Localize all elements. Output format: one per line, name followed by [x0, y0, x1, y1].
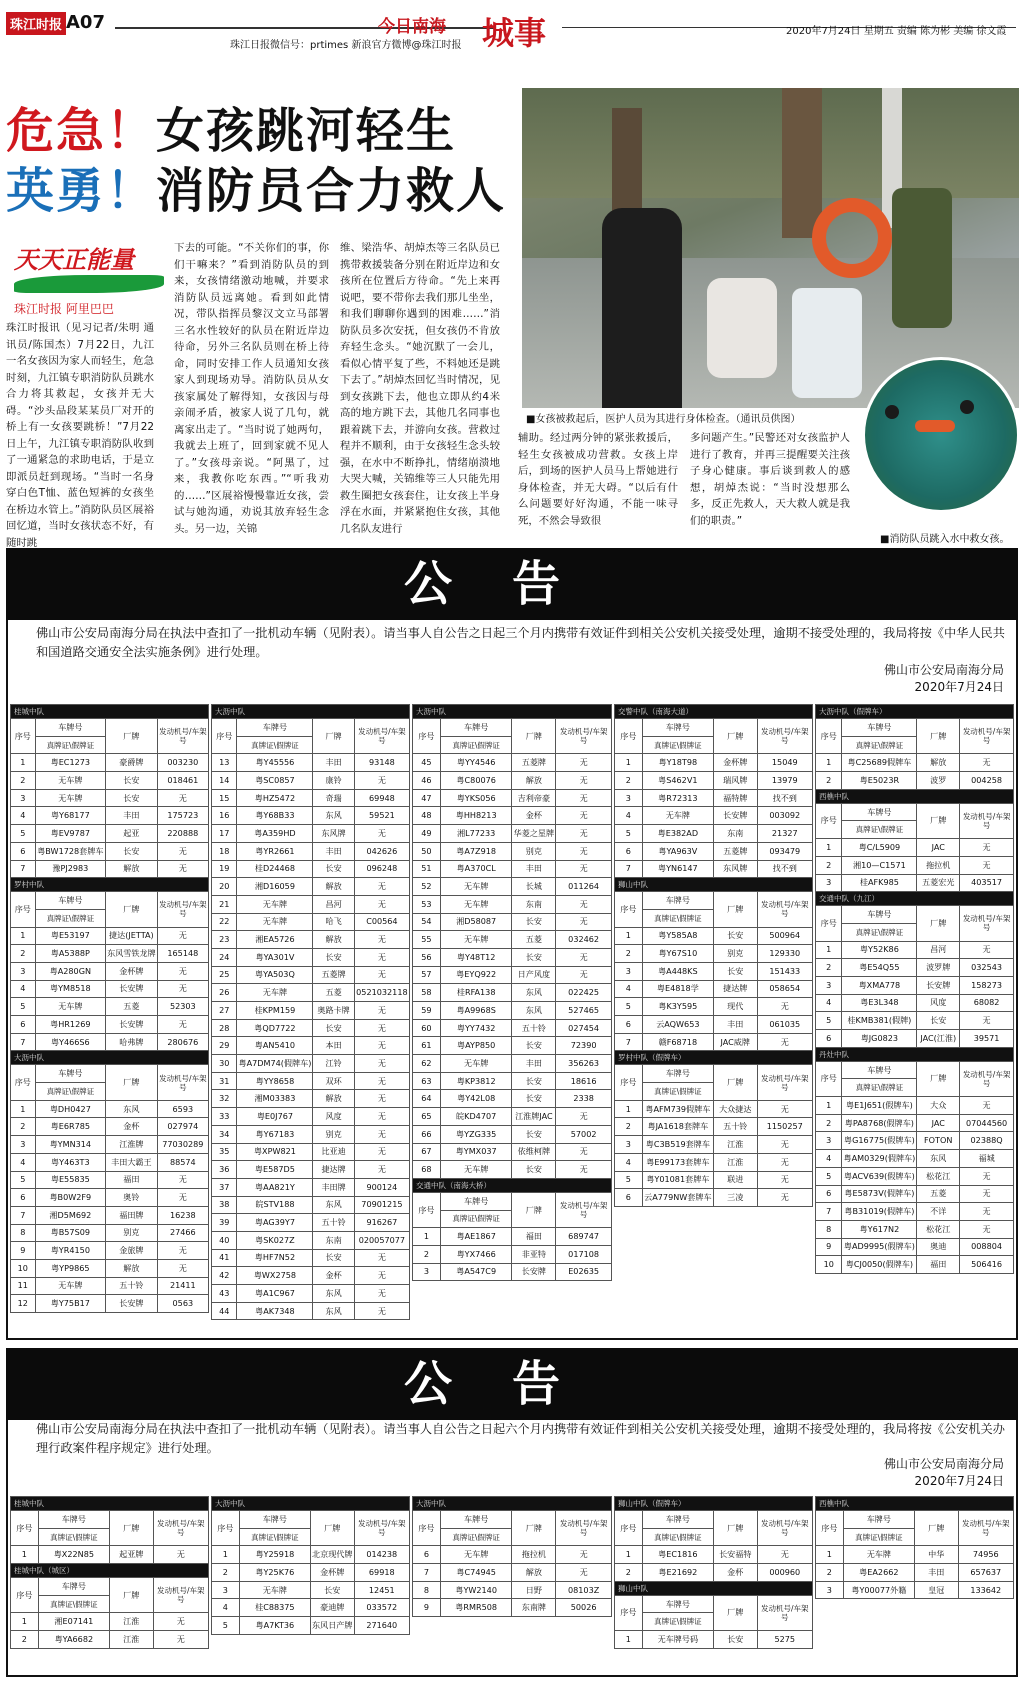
table-row: 47 粤YKS056 吉利帝豪 无	[413, 789, 612, 807]
table-row: 6 粤BW1728套牌车 长安 无	[11, 842, 209, 860]
table-row: 12 粤Y75B17 长安牌 0563	[11, 1295, 209, 1313]
table-section-title: 大沥中队	[413, 705, 612, 719]
table-row: 55 无车牌 五菱 032462	[413, 931, 612, 949]
page-number: A07	[66, 12, 105, 33]
notice-1-body: 佛山市公安局南海分局在执法中查扣了一批机动车辆（见附表）。请当事人自公告之日起三个月内携带有效证件到相关公安机关接受处理，逾期不接受处理的，我局将按《中华人民共和国道路交通安全法实施条例》进行处理。	[36, 626, 1005, 659]
table-row: 6 粤YA963V 五菱牌 093479	[615, 842, 813, 860]
table-row: 3 粤YMN314 江淮牌 77030289	[11, 1136, 209, 1154]
table-row: 2 粤E21692 金杯 000960	[615, 1564, 813, 1582]
table-row: 7 粤Y466S6 哈弗牌 280676	[11, 1033, 209, 1051]
table-row: 5 粤K3Y595 现代 无	[615, 998, 813, 1016]
table-row: 66 粤YZG335 长安 57002	[413, 1125, 612, 1143]
table-row: 18 粤YR2661 丰田 042626	[212, 842, 410, 860]
table-row: 1 粤X22N85 起亚牌 无	[11, 1546, 209, 1564]
table-row: 1 无车牌号码 长安 5275	[615, 1631, 813, 1649]
table-row: 8 粤B57S09 别克 27466	[11, 1224, 209, 1242]
table-row: 2 粤Y67S10 别克 129330	[615, 945, 813, 963]
table-row: 3 粤Y00077外籍 皇冠 133642	[816, 1581, 1014, 1599]
table-section-title: 西樵中队	[816, 1497, 1014, 1511]
table-row: 7 豫PJ2983 解放 无	[11, 860, 209, 878]
table-row: 1 粤AE1867 福田 689747	[413, 1228, 612, 1246]
table-section-title: 桂城中队（城区）	[11, 1564, 209, 1578]
table-section-title: 丹灶中队	[816, 1047, 1014, 1061]
vehicle-table: 交警中队（南海大道） 序号 车牌号 厂牌 发动机号/车架号 真牌证\假牌证 1 粤Y18T98 金杯牌 15049 2 粤S462V1 瑞风牌 13979 3 粤R72313 福特牌 找不到 4 无车牌 长安牌 003092 5 粤E382AD 东南 21327 6 粤YA963V 五菱牌 093479 7 粤YN6147 东风牌 找不到 狮山中队 序号 车牌号 厂牌 发动机号/车架号 真牌证\假牌证 1 粤Y585A8 长安 500964 2 粤Y67S10 别克 129330 3 粤A448KS 长安 151433 4 粤E4818学 捷达牌 058654 5 粤K3Y595 现代 无 6 云AQW653 丰田 061035 7 赣F68718 JAC威牌 无 罗村中队（假牌车） 序号 车牌号 厂牌 发动机号/车架号 真牌证\假牌证 1 粤AFM739假牌车 大众捷达 无 2 粤JA1618套牌车 五十铃 1150257 3 粤C3B519套牌车 江淮 无 4 粤E99173套牌车 江淮 无 5 粤Y01081套牌车 联进 无 6 云A779NW套牌车 三凌 无	[614, 704, 813, 1207]
table-row: 3 无车牌 长安 12451	[212, 1581, 410, 1599]
table-row: 28 粤QD7722 长安 无	[212, 1019, 410, 1037]
table-row: 16 粤Y68B33 东风 59521	[212, 807, 410, 825]
table-row: 3 桂AFK985 五菱宏光 403517	[816, 874, 1014, 892]
table-row: 5 桂KMB381(假牌) 长安 无	[816, 1012, 1014, 1030]
table-section-title: 大沥中队	[11, 1051, 209, 1065]
table-row: 2 粤JA1618套牌车 五十铃 1150257	[615, 1118, 813, 1136]
table-row: 25 粤YA503Q 五菱牌 无	[212, 966, 410, 984]
table-row: 6 云A779NW套牌车 三凌 无	[615, 1189, 813, 1207]
table-row: 58 桂RFA138 东风 022425	[413, 984, 612, 1002]
table-row: 24 粤YA301V 长安 无	[212, 948, 410, 966]
page-header	[0, 0, 1024, 50]
notice-2-title: 公告	[6, 1348, 1018, 1420]
table-row: 2 粤Y25K76 金杯牌 69918	[212, 1564, 410, 1582]
table-section-title: 狮山中队	[615, 878, 813, 892]
table-row: 29 粤AN5410 本田 无	[212, 1037, 410, 1055]
table-row: 6 云AQW653 丰田 061035	[615, 1016, 813, 1034]
vehicle-table: 大沥中队（假牌车） 序号 车牌号 厂牌 发动机号/车架号 真牌证\假牌证 1 粤C25689假牌车 解放 无 2 粤E5023R 波罗 004258 西樵中队 序号 车牌号 厂牌 发动机号/车架号 真牌证\假牌证 1 粤C/L5909 JAC 无 2 湘10—C1571 拖拉机 无 3 桂AFK985 五菱宏光 403517 交通中队（九江） 序号 车牌号 厂牌 发动机号/车架号 真牌证\假牌证 1 粤Y52K86 昌河 无 2 粤E54Q55 波罗牌 032543 3 粤XMA778 长安牌 158273 4 粤E3L348 风度 68082 5 桂KMB381(假牌) 长安 无 6 粤JG0823 JAC(江淮) 39571 丹灶中队 序号 车牌号 厂牌 发动机号/车架号 真牌证\假牌证 1 粤E1J651(假牌车) 大众 无 2 粤PA8768(假牌车) JAC 07044560 3 粤G16775(假牌车) FOTON 02388Q 4 粤AM0329(假牌车) 东风 福城 5 粤ACV639(假牌车) 松花江 无 6 粤E5873V(假牌车) 五菱 无 7 粤B31019(假牌车) 不详 无 8 粤Y617N2 松花江 无 9 粤AD9995(假牌车) 奥迪 008804 10 粤CJ0050(假牌车) 福田 506416	[815, 704, 1014, 1274]
article-column-1: 珠江时报讯（见习记者/朱明 通讯员/陈国杰）7月22日，九江一名女孩因为家人而轻生，危急时刻，九江镇专职消防队员跳水合力将其救起，女孩并无大碍。“沙头品段某某员厂对开的桥上有一女孩要跳桥！”7月22日上午，九江镇专职消防队收到了一通紧急的求助电话，于是立即派员赶到现场。“当时一名身穿白色T恤、蓝色短裤的女孩坐在桥边水管上。”消防队员区展裕回忆道，当时女孩状态不好，有随时跳	[6, 322, 154, 549]
table-row: 5 粤A7KT36 东风日产牌 271640	[212, 1617, 410, 1635]
table-row: 64 粤Y42L08 长安 2338	[413, 1090, 612, 1108]
table-row: 2 粤E54Q55 波罗牌 032543	[816, 959, 1014, 977]
table-row: 10 粤YP9865 解放 无	[11, 1259, 209, 1277]
table-row: 30 粤A7DM74(假牌车) 江铃 无	[212, 1055, 410, 1073]
table-row: 6 粤HR1269 长安牌 无	[11, 1016, 209, 1034]
table-row: 1 无车牌 中华 74956	[816, 1546, 1014, 1564]
table-row: 1 粤EC1816 长安福特 无	[615, 1546, 813, 1564]
table-row: 3 粤A547C9 长安牌 E02635	[413, 1263, 612, 1281]
table-row: 7 粤B31019(假牌车) 不详 无	[816, 1203, 1014, 1221]
table-row: 51 粤A370CL 丰田 无	[413, 860, 612, 878]
table-row: 15 粤HZ5472 奇瑞 69948	[212, 789, 410, 807]
table-row: 1 粤EC1273 豪爵牌 003230	[11, 754, 209, 772]
table-row: 21 无车牌 昌河 无	[212, 895, 410, 913]
table-row: 2 无车牌 长安 018461	[11, 772, 209, 790]
notice-1-signature: 佛山市公安局南海分局 2020年7月24日	[883, 663, 1004, 694]
table-row: 8 粤YW2140 日野 08103Z	[413, 1581, 612, 1599]
section-title: 城事	[482, 14, 547, 52]
table-section-title: 交警中队（南海大道）	[615, 705, 813, 719]
table-row: 4 无车牌 长安牌 003092	[615, 807, 813, 825]
table-row: 1 粤C25689假牌车 解放 无	[816, 754, 1014, 772]
article-column-2: 下去的可能。“不关你们的事，你们干嘛来？”看到消防队员的到来，女孩情绪激动地喊，并要求消防队员远离她。看到如此情况，带队指挥员黎汉文立马部署三名水性较好的队员在附近岸边待命，另外三名队员则在桥上待命，同时安排工作人员通知女孩家人到现场劝导。消防队员从女孩家属处了解得知，女孩因与母亲闹矛盾，被家人说了几句，就离家出走了。“当时说了她两句，我就去上班了，回到家就不见人了。”女孩母亲说。“阿黑了，过来，我教你吃东西。”“听我劝的……”区展裕慢慢靠近女孩，尝试与她沟通，劝说其放弃轻生念头。另一边，关锦	[174, 242, 329, 535]
table-row: 14 粤SC0857 康铃 无	[212, 772, 410, 790]
table-row: 40 粤SK027Z 东南 020057077	[212, 1231, 410, 1249]
table-row: 4 粤E99173套牌车 江淮 无	[615, 1153, 813, 1171]
vehicle-table: 大沥中队 序号 车牌号 厂牌 发动机号/车架号 真牌证\假牌证 13 粤Y45556 丰田 93148 14 粤SC0857 康铃 无 15 粤HZ5472 奇瑞 69948 16 粤Y68B33 东风 59521 17 粤A359HD 东风牌 无 18 粤YR2661 丰田 042626 19 桂D24468 长安 096248 20 湘D16059 解放 无 21 无车牌 昌河 无 22 无车牌 哈飞 C00564 23 湘EA5726 解放 无 24 粤YA301V 长安 无 25 粤YA503Q 五菱牌 无 26 无车牌 五菱 0521032118 27 桂KPM159 奥路卡牌 无 28 粤QD7722 长安 无 29 粤AN5410 本田 无 30 粤A7DM74(假牌车) 江铃 无 31 粤YY8658 双环 无 32 湘M03383 解放 无 33 粤E0J767 风度 无 34 粤Y67183 别克 无 35 粤XPW821 比亚迪 无 36 粤E587D5 捷达牌 无 37 粤AA821Y 丰田牌 900124 38 皖STV188 东风 70901215 39 粤AG39Y7 五十铃 916267 40 粤SK027Z 东南 020057077 41 粤HF7N52 长安 无 42 粤WX2758 金杯 无 43 粤A1C967 东风 无 44 粤AK7348 东风 无	[211, 704, 410, 1320]
photo-caption-1: ■女孩被救起后，医护人员为其进行身体检查。（通讯员供图）	[526, 414, 801, 425]
table-row: 20 湘D16059 解放 无	[212, 878, 410, 896]
section-label: 今日南海	[378, 17, 446, 37]
water-rescue-photo	[862, 357, 1020, 513]
table-row: 2 粤PA8768(假牌车) JAC 07044560	[816, 1114, 1014, 1132]
table-row: 5 无车牌 五菱 52303	[11, 998, 209, 1016]
table-row: 34 粤Y67183 别克 无	[212, 1125, 410, 1143]
table-section-title: 西樵中队	[816, 789, 1014, 803]
table-row: 1 粤Y585A8 长安 500964	[615, 927, 813, 945]
headline-2: 英勇！消防员合力救人	[6, 163, 507, 219]
table-section-title: 狮山中队（假牌车）	[615, 1497, 813, 1511]
table-row: 46 粤C80076 解放 无	[413, 772, 612, 790]
table-row: 3 粤C3B519套牌车 江淮 无	[615, 1136, 813, 1154]
vehicle-table: 西樵中队 序号 车牌号 厂牌 发动机号/车架号 真牌证\假牌证 1 无车牌 中华 74956 2 粤EA2662 丰田 657637 3 粤Y00077外籍 皇冠 133642	[815, 1496, 1014, 1599]
table-row: 2 粤YX7466 非亚特 017108	[413, 1245, 612, 1263]
photo-caption-2: ■消防队员跳入水中救女孩。	[880, 534, 1010, 545]
table-row: 10 粤CJ0050(假牌车) 福田 506416	[816, 1256, 1014, 1274]
sponsor-logo: 珠江时报 阿里巴巴	[14, 302, 114, 316]
vehicle-table: 狮山中队（假牌车） 序号 车牌号 厂牌 发动机号/车架号 真牌证\假牌证 1 粤EC1816 长安福特 无 2 粤E21692 金杯 000960 狮山中队 序号 车牌号 厂牌 发动机号/车架号 真牌证\假牌证 1 无车牌号码 长安 5275	[614, 1496, 813, 1649]
table-row: 1 湘E07141 江淮 无	[11, 1613, 209, 1631]
table-row: 67 粤YMX037 依维柯牌 无	[413, 1143, 612, 1161]
table-row: 31 粤YY8658 双环 无	[212, 1072, 410, 1090]
table-row: 49 湘L77233 华菱之星牌 无	[413, 825, 612, 843]
table-row: 4 粤AM0329(假牌车) 东风 福城	[816, 1150, 1014, 1168]
table-row: 6 粤B0W2F9 奥铃 无	[11, 1189, 209, 1207]
table-row: 59 粤A9968S 东风 527465	[413, 1002, 612, 1020]
table-row: 17 粤A359HD 东风牌 无	[212, 825, 410, 843]
table-row: 11 无车牌 五十铃 21411	[11, 1277, 209, 1295]
table-row: 62 无车牌 丰田 356263	[413, 1055, 612, 1073]
table-row: 41 粤HF7N52 长安 无	[212, 1249, 410, 1267]
table-row: 7 湘D5M692 福田牌 16238	[11, 1206, 209, 1224]
table-row: 6 无车牌 拖拉机 无	[413, 1546, 612, 1564]
table-row: 1 粤E1J651(假牌车) 大众 无	[816, 1097, 1014, 1115]
table-row: 19 桂D24468 长安 096248	[212, 860, 410, 878]
table-row: 3 无车牌 长安 无	[11, 789, 209, 807]
table-section-title: 桂城中队	[11, 705, 209, 719]
article-column-3: 维、梁浩华、胡焯杰等三名队员已携带救援装备分别在附近岸边和女孩所在位置后方待命。“先上来再说吧，要不带你去我们那儿坐坐，和我们聊聊你遇到的困难……”消防队员多次安抚，但女孩仍不肯放弃轻生念头。“她沉默了一会儿，看似心情平复了些，不料她还是跳下去了。”胡焯杰回忆当时情况，见到女孩跳下去，他也立即从约4米高的地方跳下去，其他几名同事也跟着跳下去，并游向女孩。营救过程并不顺利，由于女孩轻生念头较强，在水中不断挣扎，情绪崩溃地大哭大喊，关锦维等三人只能先用救生圈把女孩套住，让女孩上半身浮在水面，并紧紧抱住女孩，其他几名队友进行	[340, 242, 500, 535]
table-row: 5 粤E55835 福田 无	[11, 1171, 209, 1189]
table-row: 54 湘D58087 长安 无	[413, 913, 612, 931]
table-row: 2 粤EA2662 丰田 657637	[816, 1564, 1014, 1582]
table-row: 38 皖STV188 东风 70901215	[212, 1196, 410, 1214]
table-row: 5 粤ACV639(假牌车) 松花江 无	[816, 1167, 1014, 1185]
table-row: 48 粤HH8213 金杯 无	[413, 807, 612, 825]
table-row: 4 粤E4818学 捷达牌 058654	[615, 980, 813, 998]
table-row: 2 粤A5388P 东风雪铁龙牌 165148	[11, 945, 209, 963]
table-row: 35 粤XPW821 比亚迪 无	[212, 1143, 410, 1161]
table-row: 27 桂KPM159 奥路卡牌 无	[212, 1002, 410, 1020]
table-row: 60 粤YY7432 五十铃 027454	[413, 1019, 612, 1037]
table-row: 52 无车牌 长城 011264	[413, 878, 612, 896]
table-row: 1 粤Y25918 北京现代牌 014238	[212, 1546, 410, 1564]
table-row: 8 粤Y617N2 松花江 无	[816, 1220, 1014, 1238]
table-section-title: 大沥中队	[212, 1497, 410, 1511]
headline-1: 危急！女孩跳河轻生	[6, 103, 457, 159]
vehicle-table: 大沥中队 序号 车牌号 厂牌 发动机号/车架号 真牌证\假牌证 6 无车牌 拖拉机 无 7 粤C74945 解放 无 8 粤YW2140 日野 08103Z 9 粤RMR508 东南牌 50026	[412, 1496, 612, 1617]
table-row: 7 粤C74945 解放 无	[413, 1564, 612, 1582]
table-row: 1 粤DH0427 东风 6593	[11, 1100, 209, 1118]
table-row: 45 粤YY4546 五菱牌 无	[413, 754, 612, 772]
table-row: 1 粤AFM739假牌车 大众捷达 无	[615, 1100, 813, 1118]
vehicle-table: 大沥中队 序号 车牌号 厂牌 发动机号/车架号 真牌证\假牌证 1 粤Y25918 北京现代牌 014238 2 粤Y25K76 金杯牌 69918 3 无车牌 长安 12451 4 桂C88375 豪迪牌 033572 5 粤A7KT36 东风日产牌 271640	[211, 1496, 410, 1635]
table-row: 4 桂C88375 豪迪牌 033572	[212, 1599, 410, 1617]
table-row: 13 粤Y45556 丰田 93148	[212, 754, 410, 772]
table-row: 5 粤EV9787 起亚 220888	[11, 825, 209, 843]
table-row: 37 粤AA821Y 丰田牌 900124	[212, 1178, 410, 1196]
table-row: 32 湘M03383 解放 无	[212, 1090, 410, 1108]
table-row: 36 粤E587D5 捷达牌 无	[212, 1161, 410, 1179]
table-row: 9 粤AD9995(假牌车) 奥迪 008804	[816, 1238, 1014, 1256]
table-row: 2 粤E6R785 金杯 027974	[11, 1118, 209, 1136]
newspaper-logo: 珠江时报	[6, 12, 66, 35]
vehicle-table: 桂城中队 序号 车牌号 厂牌 发动机号/车架号 真牌证\假牌证 1 粤EC1273 豪爵牌 003230 2 无车牌 长安 018461 3 无车牌 长安 无 4 粤Y68177 丰田 175723 5 粤EV9787 起亚 220888 6 粤BW1728套牌车 长安 无 7 豫PJ2983 解放 无 罗村中队 序号 车牌号 厂牌 发动机号/车架号 真牌证\假牌证 1 粤E53197 捷达(JETTA) 无 2 粤A5388P 东风雪铁龙牌 165148 3 粤A280GN 金杯牌 无 4 粤YM8518 长安牌 无 5 无车牌 五菱 52303 6 粤HR1269 长安牌 无 7 粤Y466S6 哈弗牌 280676 大沥中队 序号 车牌号 厂牌 发动机号/车架号 真牌证\假牌证 1 粤DH0427 东风 6593 2 粤E6R785 金杯 027974 3 粤YMN314 江淮牌 77030289 4 粤Y463T3 丰田大霸王 88574 5 粤E55835 福田 无 6 粤B0W2F9 奥铃 无 7 湘D5M692 福田牌 16238 8 粤B57S09 别克 27466 9 粤YR4150 金旅牌 无 10 粤YP9865 解放 无 11 无车牌 五十铃 21411 12 粤Y75B17 长安牌 0563	[10, 704, 209, 1313]
table-row: 44 粤AK7348 东风 无	[212, 1302, 410, 1320]
table-row: 3 粤R72313 福特牌 找不到	[615, 789, 813, 807]
table-row: 33 粤E0J767 风度 无	[212, 1108, 410, 1126]
dateline: 2020年7月24日 星期五 责编 陈为彬 美编 徐文霞	[786, 26, 1007, 37]
table-row: 1 粤Y52K86 昌河 无	[816, 941, 1014, 959]
vehicle-table: 桂城中队 序号 车牌号 厂牌 发动机号/车架号 真牌证\假牌证 1 粤X22N85 起亚牌 无 桂城中队（城区） 序号 车牌号 厂牌 发动机号/车架号 真牌证\假牌证 1 湘E07141 江淮 无 2 粤YA6682 江淮 无	[10, 1496, 209, 1649]
notice-1-title: 公告	[6, 548, 1018, 620]
table-row: 43 粤A1C967 东风 无	[212, 1285, 410, 1303]
table-row: 39 粤AG39Y7 五十铃 916267	[212, 1214, 410, 1232]
table-row: 65 皖KD4707 江淮牌JAC 无	[413, 1108, 612, 1126]
table-section-title: 罗村中队（假牌车）	[615, 1051, 813, 1065]
table-row: 7 粤YN6147 东风牌 找不到	[615, 860, 813, 878]
table-row: 57 粤EYQ922 日产风度 无	[413, 966, 612, 984]
table-section-title: 大沥中队（假牌车）	[816, 705, 1014, 719]
table-row: 4 粤E3L348 风度 68082	[816, 994, 1014, 1012]
table-row: 9 粤RMR508 东南牌 50026	[413, 1599, 612, 1617]
table-row: 2 粤YA6682 江淮 无	[11, 1631, 209, 1649]
table-row: 5 粤E382AD 东南 21327	[615, 825, 813, 843]
table-section-title: 罗村中队	[11, 878, 209, 892]
table-section-title: 交通中队（南海大桥）	[413, 1178, 612, 1192]
table-row: 68 无车牌 长安 无	[413, 1161, 612, 1179]
table-section-title: 桂城中队	[11, 1497, 209, 1511]
kicker-logo: 天天正能量	[14, 246, 134, 274]
table-row: 63 粤KP3812 长安 18616	[413, 1072, 612, 1090]
article-column-5: 多问题产生。”民警还对女孩监护人进行了教育，并再三提醒要关注孩子身心健康。事后谈到救人的感想，胡焯杰说：“当时没想那么多，反正先救人，天大救人就是我们的职责。”	[690, 432, 850, 527]
notice-2-body: 佛山市公安局南海分局在执法中查扣了一批机动车辆（见附表）。请当事人自公告之日起六个月内携带有效证件到相关公安机关接受处理，逾期不接受处理的，我局将按《公安机关办理行政案件程序规定》进行处理。	[36, 1422, 1005, 1455]
table-row: 2 湘10—C1571 拖拉机 无	[816, 856, 1014, 874]
table-row: 50 粤A7Z918 别克 无	[413, 842, 612, 860]
table-row: 4 粤YM8518 长安牌 无	[11, 980, 209, 998]
table-row: 7 赣F68718 JAC威牌 无	[615, 1033, 813, 1051]
social-accounts: 珠江日报微信号：prtimes 新浪官方微博@珠江时报	[230, 40, 462, 51]
table-row: 56 粤Y48T12 长安 无	[413, 948, 612, 966]
table-row: 22 无车牌 哈飞 C00564	[212, 913, 410, 931]
table-row: 9 粤YR4150 金旅牌 无	[11, 1242, 209, 1260]
table-row: 5 粤Y01081套牌车 联进 无	[615, 1171, 813, 1189]
table-row: 26 无车牌 五菱 0521032118	[212, 984, 410, 1002]
table-row: 2 粤E5023R 波罗 004258	[816, 772, 1014, 790]
table-row: 6 粤JG0823 JAC(江淮) 39571	[816, 1030, 1014, 1048]
table-row: 1 粤E53197 捷达(JETTA) 无	[11, 927, 209, 945]
table-row: 3 粤G16775(假牌车) FOTON 02388Q	[816, 1132, 1014, 1150]
table-section-title: 大沥中队	[413, 1497, 612, 1511]
table-row: 61 粤AYP850 长安 72390	[413, 1037, 612, 1055]
table-section-title: 狮山中队	[615, 1581, 813, 1595]
swoosh-graphic	[14, 275, 164, 293]
table-row: 6 粤E5873V(假牌车) 五菱 无	[816, 1185, 1014, 1203]
table-row: 3 粤XMA778 长安牌 158273	[816, 976, 1014, 994]
table-row: 4 粤Y68177 丰田 175723	[11, 807, 209, 825]
table-section-title: 交通中队（九江）	[816, 892, 1014, 906]
table-section-title: 大沥中队	[212, 705, 410, 719]
table-row: 4 粤Y463T3 丰田大霸王 88574	[11, 1153, 209, 1171]
table-row: 42 粤WX2758 金杯 无	[212, 1267, 410, 1285]
table-row: 1 粤C/L5909 JAC 无	[816, 839, 1014, 857]
vehicle-table: 大沥中队 序号 车牌号 厂牌 发动机号/车架号 真牌证\假牌证 45 粤YY4546 五菱牌 无 46 粤C80076 解放 无 47 粤YKS056 吉利帝豪 无 48 粤HH8213 金杯 无 49 湘L77233 华菱之星牌 无 50 粤A7Z918 别克 无 51 粤A370CL 丰田 无 52 无车牌 长城 011264 53 无车牌 东南 无 54 湘D58087 长安 无 55 无车牌 五菱 032462 56 粤Y48T12 长安 无 57 粤EYQ922 日产风度 无 58 桂RFA138 东风 022425 59 粤A9968S 东风 527465 60 粤YY7432 五十铃 027454 61 粤AYP850 长安 72390 62 无车牌 丰田 356263 63 粤KP3812 长安 18616 64 粤Y42L08 长安 2338 65 皖KD4707 江淮牌JAC 无 66 粤YZG335 长安 57002 67 粤YMX037 依维柯牌 无 68 无车牌 长安 无 交通中队（南海大桥） 序号 车牌号 厂牌 发动机号/车架号 真牌证\假牌证 1 粤AE1867 福田 689747 2 粤YX7466 非亚特 017108 3 粤A547C9 长安牌 E02635	[412, 704, 612, 1281]
table-row: 53 无车牌 东南 无	[413, 895, 612, 913]
notice-2-signature: 佛山市公安局南海分局 2020年7月24日	[883, 1457, 1004, 1488]
article-column-4: 辅助。经过两分钟的紧张救援后，轻生女孩被成功营救。女孩上岸后，到场的医护人员马上帮她进行身体检查，并无大碍。“以后有什么问题要好好沟通，不能一味寻死，不然会导致很	[518, 432, 678, 527]
table-row: 2 粤S462V1 瑞风牌 13979	[615, 772, 813, 790]
table-row: 23 湘EA5726 解放 无	[212, 931, 410, 949]
table-row: 3 粤A280GN 金杯牌 无	[11, 962, 209, 980]
table-row: 1 粤Y18T98 金杯牌 15049	[615, 754, 813, 772]
table-row: 3 粤A448KS 长安 151433	[615, 962, 813, 980]
